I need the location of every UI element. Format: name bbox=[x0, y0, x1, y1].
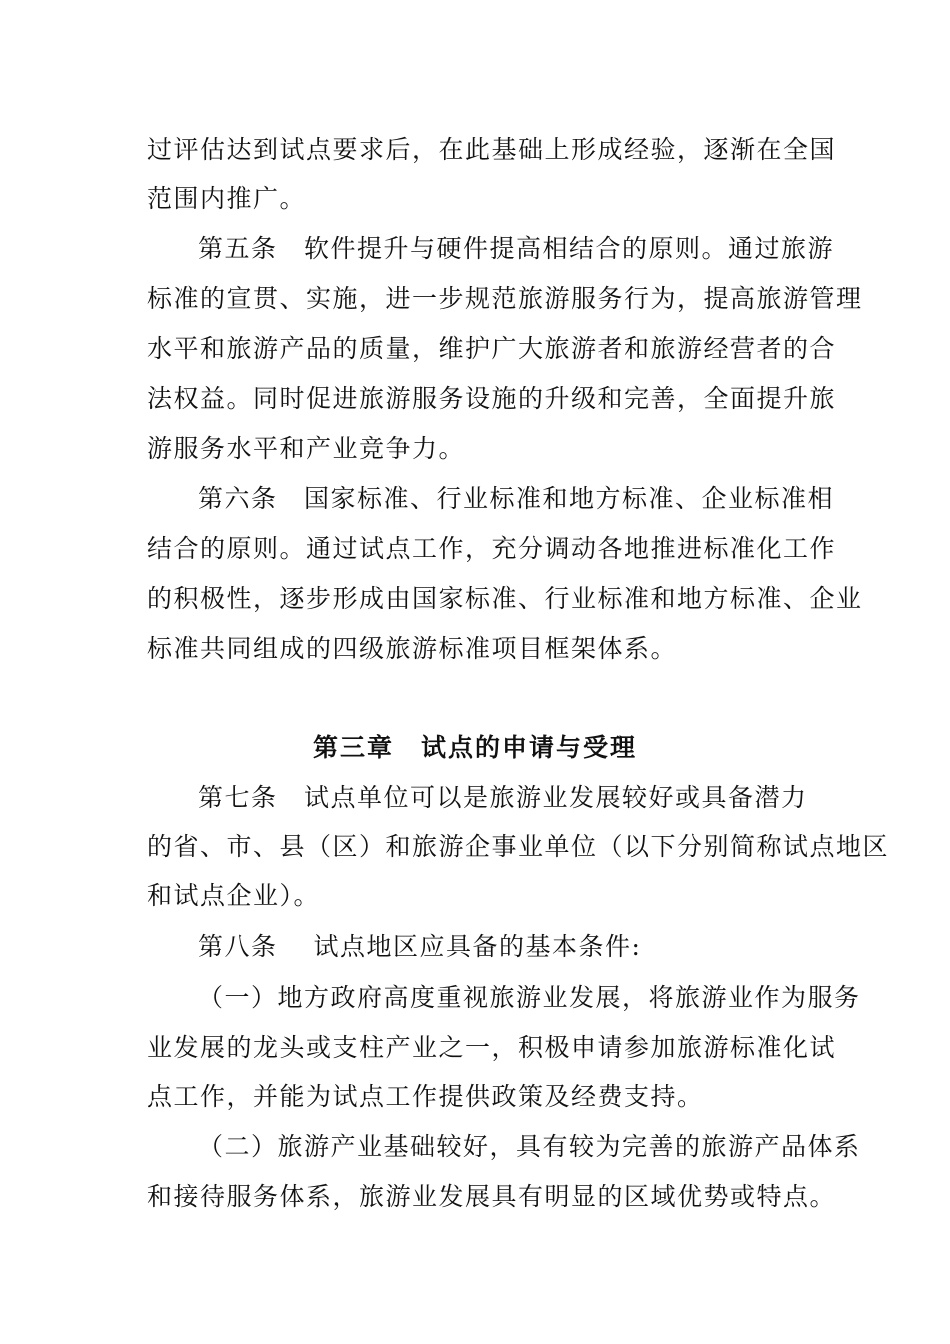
article-6-first-line: 第六条 国家标准、行业标准和地方标准、企业标准相 bbox=[198, 484, 835, 513]
chapter-heading: 第三章 试点的申请与受理 bbox=[312, 733, 637, 762]
text-line-14: 的省、市、县（区）和旅游企事业单位（以下分别简称试点地区 bbox=[147, 832, 890, 861]
text-line-21: 和接待服务体系，旅游业发展具有明显的区域优势或特点。 bbox=[147, 1182, 837, 1211]
text-line-6: 法权益。同时促进旅游服务设施的升级和完善，全面提升旅 bbox=[147, 384, 837, 413]
text-line-15: 和试点企业）。 bbox=[147, 881, 321, 910]
text-line-19: 点工作，并能为试点工作提供政策及经费支持。 bbox=[147, 1082, 704, 1111]
text-line-10: 的积极性，逐步形成由国家标准、行业标准和地方标准、企业 bbox=[147, 584, 863, 613]
text-line-18: 业发展的龙头或支柱产业之一，积极申请参加旅游标准化试 bbox=[147, 1033, 837, 1062]
text-line-9: 结合的原则。通过试点工作，充分调动各地推进标准化工作 bbox=[147, 534, 837, 563]
text-line-2: 范围内推广。 bbox=[147, 184, 307, 213]
text-line-1: 过评估达到试点要求后，在此基础上形成经验，逐渐在全国 bbox=[147, 135, 837, 164]
item-2-first-line: （二）旅游产业基础较好，具有较为完善的旅游产品体系 bbox=[198, 1132, 861, 1161]
text-line-7: 游服务水平和产业竞争力。 bbox=[147, 434, 466, 463]
article-5-first-line: 第五条 软件提升与硬件提高相结合的原则。通过旅游 bbox=[198, 234, 835, 263]
item-1-first-line: （一）地方政府高度重视旅游业发展，将旅游业作为服务 bbox=[198, 983, 861, 1012]
article-8-first-line: 第八条 试点地区应具备的基本条件: bbox=[198, 932, 642, 961]
text-line-5: 水平和旅游产品的质量，维护广大旅游者和旅游经营者的合 bbox=[147, 334, 837, 363]
text-line-11: 标准共同组成的四级旅游标准项目框架体系。 bbox=[147, 634, 678, 663]
text-line-4: 标准的宣贯、实施，进一步规范旅游服务行为，提高旅游管理 bbox=[147, 284, 863, 313]
article-7-first-line: 第七条 试点单位可以是旅游业发展较好或具备潜力 bbox=[198, 783, 808, 812]
